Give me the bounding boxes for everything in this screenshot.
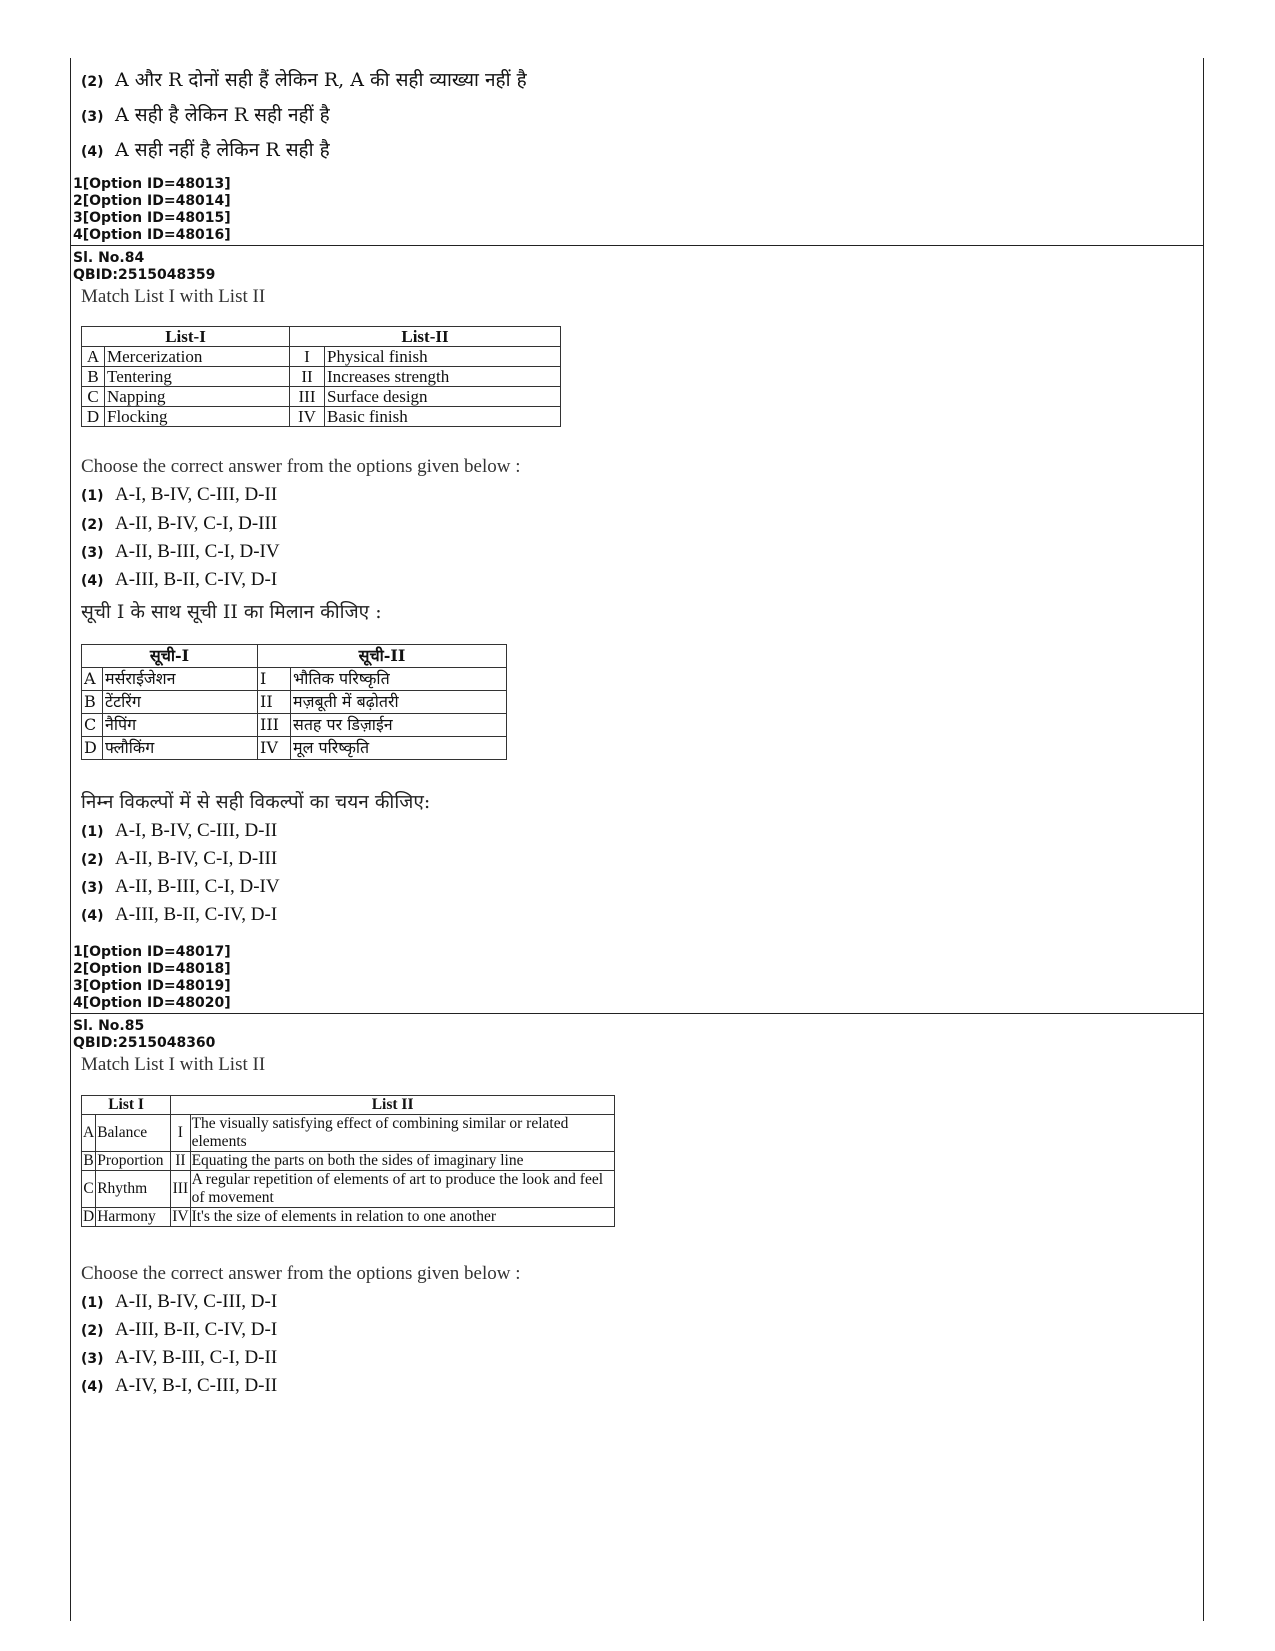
list-2-item: Physical finish (325, 347, 561, 367)
option-text: A-III, B-II, C-IV, D-I (115, 1319, 278, 1340)
option-text: A-II, B-IV, C-I, D-III (115, 513, 278, 534)
table-row (82, 367, 561, 387)
option-2 (81, 66, 527, 92)
table-row (82, 714, 507, 737)
option-4 (81, 569, 277, 591)
table-row (82, 737, 507, 760)
option-1 (81, 484, 277, 506)
list-1-item: नैपिंग (103, 714, 258, 737)
option-number: (4) (81, 573, 104, 589)
list-1-item: Mercerization (105, 347, 290, 367)
option-text: A-I, B-IV, C-III, D-II (115, 484, 278, 505)
option-number: (1) (81, 824, 104, 840)
option-text: A-IV, B-III, C-I, D-II (115, 1347, 278, 1368)
list-1-item: Proportion (96, 1152, 171, 1171)
option-id: 1[Option ID=48017] (73, 944, 231, 960)
table-row (82, 691, 507, 714)
option-number: (1) (81, 1295, 104, 1311)
list-1-item: फ्लौकिंग (103, 737, 258, 760)
choose-instruction: Choose the correct answer from the options given below : (81, 1263, 521, 1284)
list-1-item: Flocking (105, 407, 290, 427)
option-id: 2[Option ID=48014] (73, 193, 231, 209)
list-2-item: Increases strength (325, 367, 561, 387)
option-number: (4) (81, 908, 104, 924)
match-table-hindi (81, 644, 507, 760)
row-letter: B (83, 1152, 94, 1169)
question-header (73, 250, 215, 284)
question-separator (71, 1013, 1203, 1014)
column-header: सूची-I (82, 645, 258, 668)
question-header (73, 1018, 215, 1052)
row-letter: A (82, 668, 103, 691)
table-row (82, 1115, 615, 1152)
option-text: A-II, B-III, C-I, D-IV (115, 876, 280, 897)
row-numeral: III (171, 1171, 190, 1208)
option-3 (81, 101, 330, 127)
row-numeral: II (171, 1152, 190, 1171)
list-2-item: मज़बूती में बढ़ोतरी (291, 691, 507, 714)
row-numeral: II (290, 367, 325, 387)
row-numeral: IV (172, 1208, 189, 1225)
question-paper-frame (70, 58, 1204, 1621)
column-header: List II (171, 1096, 615, 1115)
option-id: 1[Option ID=48013] (73, 176, 231, 192)
option-3 (81, 876, 280, 898)
option-text: A सही नहीं है लेकिन R सही है (115, 139, 330, 161)
option-text: A-IV, B-I, C-III, D-II (115, 1375, 278, 1396)
option-text: A और R दोनों सही हैं लेकिन R, A की सही व्याख्या नहीं है (115, 69, 527, 91)
option-number: (4) (81, 144, 104, 160)
option-number: (1) (81, 488, 104, 504)
option-number: (3) (81, 880, 104, 896)
row-letter: C (82, 1171, 96, 1208)
option-1 (81, 1291, 277, 1313)
question-separator (71, 245, 1203, 246)
table-row (82, 407, 561, 427)
option-4 (81, 1375, 277, 1397)
row-letter: C (82, 714, 103, 737)
table-row (82, 1208, 615, 1227)
list-1-item: Rhythm (96, 1171, 171, 1208)
option-text: A-I, B-IV, C-III, D-II (115, 820, 278, 841)
column-header: List-I (82, 327, 290, 347)
option-text: A-II, B-III, C-I, D-IV (115, 541, 280, 562)
row-letter: B (82, 691, 103, 714)
list-2-item: The visually satisfying effect of combining similar or related elements (190, 1115, 614, 1152)
row-letter: A (82, 347, 105, 367)
option-number: (3) (81, 1351, 104, 1367)
list-2-item: It's the size of elements in relation to one another (190, 1208, 614, 1227)
qbid: QBID:2515048360 (73, 1035, 216, 1051)
list-2-item: सतह पर डिज़ाईन (291, 714, 507, 737)
row-letter: D (82, 407, 105, 427)
row-numeral: II (258, 691, 291, 714)
table-row (82, 387, 561, 407)
option-text: A-II, B-IV, C-III, D-I (115, 1291, 278, 1312)
option-2 (81, 513, 277, 535)
option-text: A-III, B-II, C-IV, D-I (115, 904, 278, 925)
list-2-item: A regular repetition of elements of art to produce the look and feel of movement (190, 1171, 614, 1208)
row-letter: D (82, 737, 103, 760)
row-letter: C (82, 387, 105, 407)
list-1-item: Balance (96, 1115, 171, 1152)
column-header: सूची-II (258, 645, 507, 668)
list-1-item: Napping (105, 387, 290, 407)
list-2-item: Equating the parts on both the sides of imaginary line (190, 1152, 614, 1171)
option-id: 3[Option ID=48019] (73, 978, 231, 994)
column-header: List-II (290, 327, 561, 347)
row-numeral: I (171, 1115, 190, 1152)
table-row (82, 668, 507, 691)
option-number: (2) (81, 517, 104, 533)
option-2 (81, 848, 277, 870)
option-number: (2) (81, 852, 104, 868)
option-id: 4[Option ID=48016] (73, 227, 231, 243)
option-number: (4) (81, 1379, 104, 1395)
row-letter: B (82, 367, 105, 387)
option-id: 4[Option ID=48020] (73, 995, 231, 1011)
choose-instruction: Choose the correct answer from the options given below : (81, 456, 521, 477)
option-number: (2) (81, 74, 104, 90)
table-row (82, 1171, 615, 1208)
option-text: A सही है लेकिन R सही नहीं है (115, 104, 330, 126)
row-numeral: III (258, 714, 291, 737)
option-4 (81, 136, 330, 162)
row-numeral: I (258, 668, 291, 691)
match-table-english (81, 326, 561, 427)
row-numeral: I (290, 347, 325, 367)
list-1-item: टेंटरिंग (103, 691, 258, 714)
row-letter: D (83, 1208, 95, 1225)
option-id-list (73, 944, 231, 1012)
option-text: A-III, B-II, C-IV, D-I (115, 569, 278, 590)
row-letter: A (82, 1115, 96, 1152)
question-prompt: Match List I with List II (81, 286, 266, 307)
list-1-item: Harmony (96, 1208, 171, 1227)
option-number: (2) (81, 1323, 104, 1339)
option-number: (3) (81, 109, 104, 125)
serial-number: Sl. No.84 (73, 250, 145, 266)
row-numeral: III (290, 387, 325, 407)
list-2-item: भौतिक परिष्कृति (291, 668, 507, 691)
row-numeral: IV (258, 737, 291, 760)
match-table-english (81, 1095, 615, 1227)
option-id: 2[Option ID=48018] (73, 961, 231, 977)
list-2-item: Basic finish (325, 407, 561, 427)
list-1-item: Tentering (105, 367, 290, 387)
serial-number: Sl. No.85 (73, 1018, 145, 1034)
table-row (82, 1152, 615, 1171)
choose-instruction-hindi: निम्न विकल्पों में से सही विकल्पों का चयन कीजिए: (81, 791, 431, 813)
option-3 (81, 1347, 277, 1369)
list-1-item: मर्सराईजेशन (103, 668, 258, 691)
row-numeral: IV (290, 407, 325, 427)
option-1 (81, 820, 277, 842)
option-4 (81, 904, 277, 926)
question-prompt-hindi: सूची I के साथ सूची II का मिलान कीजिए : (81, 601, 382, 623)
column-header: List I (82, 1096, 171, 1115)
table-row (82, 347, 561, 367)
option-number: (3) (81, 545, 104, 561)
question-prompt: Match List I with List II (81, 1054, 266, 1075)
option-3 (81, 541, 280, 563)
option-2 (81, 1319, 277, 1341)
option-id-list (73, 176, 231, 244)
list-2-item: मूल परिष्कृति (291, 737, 507, 760)
list-2-item: Surface design (325, 387, 561, 407)
qbid: QBID:2515048359 (73, 267, 216, 283)
option-text: A-II, B-IV, C-I, D-III (115, 848, 278, 869)
option-id: 3[Option ID=48015] (73, 210, 231, 226)
